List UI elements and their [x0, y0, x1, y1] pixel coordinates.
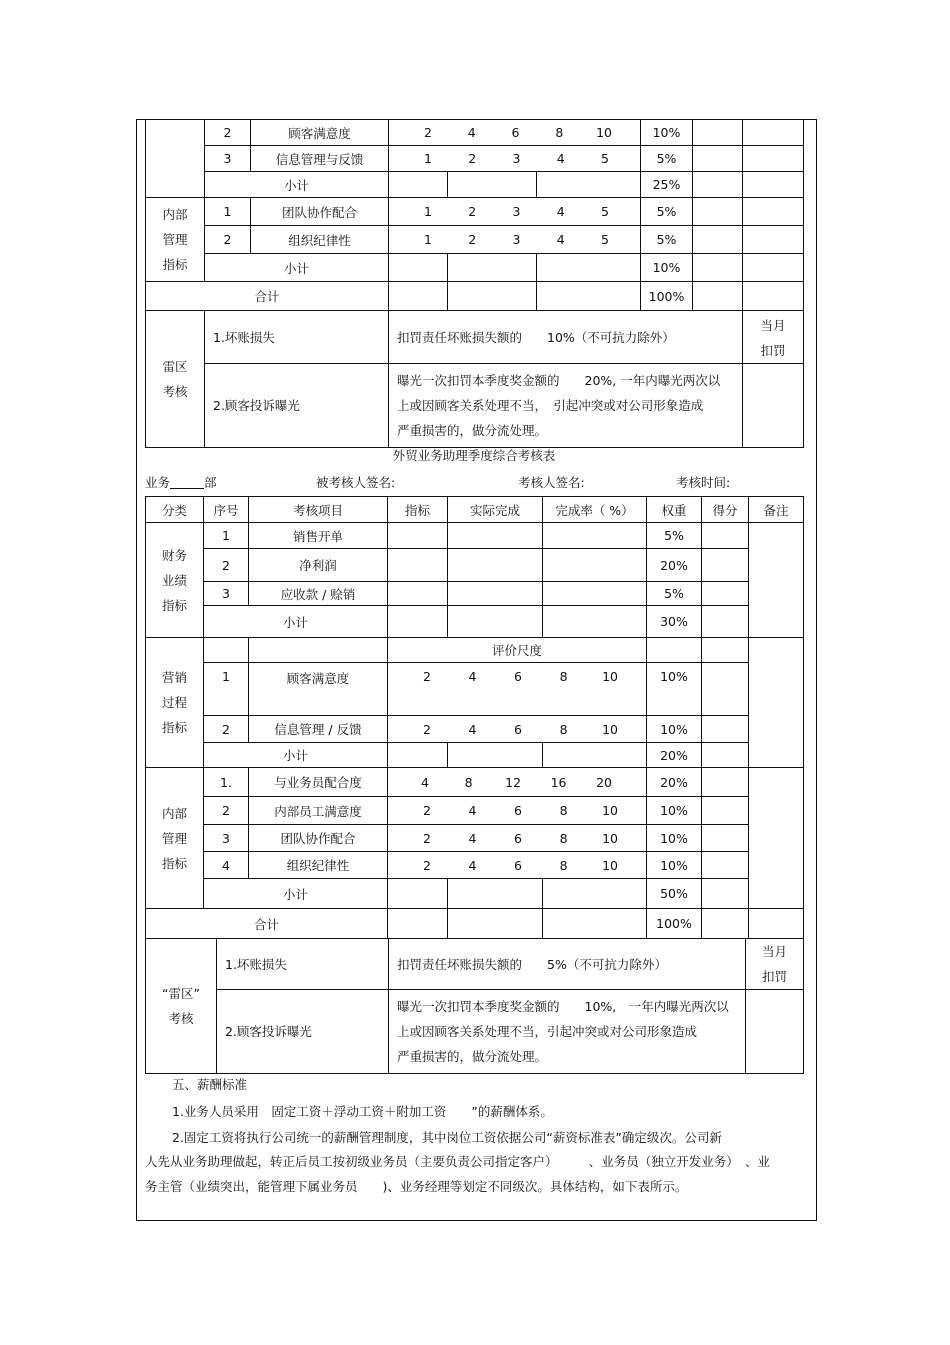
category-redzone: 雷区 考核	[146, 311, 205, 448]
subtotal-row	[146, 743, 804, 768]
weight-cell: 30%	[647, 606, 702, 638]
category-internal: 内部 管理 指标	[146, 198, 205, 282]
item-cell: 顾客满意度	[249, 663, 388, 716]
subtotal-label: 小计	[205, 172, 389, 198]
table-row	[146, 582, 804, 606]
weight-cell: 10%	[647, 663, 702, 716]
header-target: 指标	[388, 497, 448, 523]
weight-cell: 20%	[647, 743, 702, 768]
category-redzone: “雷区” 考核	[146, 939, 217, 1074]
item-cell: 净利润	[249, 549, 388, 582]
seq-cell: 2	[204, 549, 249, 582]
table-row	[146, 797, 804, 825]
scale-cell: 2 4 6 8 10	[389, 120, 641, 146]
scale-header: 评价尺度	[388, 638, 647, 663]
seq-cell: 2	[205, 226, 251, 254]
table-row	[146, 939, 804, 990]
redzone-item: 2.顾客投诉曝光	[217, 990, 389, 1074]
weight-cell: 10%	[647, 797, 702, 825]
paragraph-2-line-3: 务主管（业绩突出，能管理下属业务员 )、业务经理等划定不同级次。具体结构，如下表所示。	[145, 1179, 688, 1194]
table-row	[146, 146, 804, 172]
item-cell: 信息管理与反馈	[251, 146, 389, 172]
redzone-item: 2.顾客投诉曝光	[205, 364, 389, 448]
table-2	[145, 496, 804, 939]
scale-cell: 2 4 6 8 10	[388, 825, 647, 852]
scale-cell: 2 4 6 8 10	[388, 852, 647, 879]
paragraph-1: 1.业务人员采用 固定工资＋浮动工资＋附加工资 ”的薪酬体系。	[172, 1104, 553, 1119]
weight-cell: 5%	[647, 582, 702, 606]
item-cell: 销售开单	[249, 523, 388, 549]
table-row	[146, 549, 804, 582]
weight-cell: 10%	[641, 254, 693, 282]
table-1	[145, 119, 804, 448]
table-row	[146, 825, 804, 852]
total-row	[146, 909, 804, 939]
weight-cell: 50%	[647, 879, 702, 909]
table-row	[146, 523, 804, 549]
weight-cell: 100%	[641, 282, 693, 311]
redzone-rule: 曝光一次扣罚本季度奖金额的 10%, 一年内曝光两次以 上或因顾客关系处理不当，引起冲突或对公司形象造成 严重损害的，做分流处理。	[389, 990, 746, 1074]
total-label: 合计	[146, 282, 389, 311]
weight-cell: 20%	[647, 549, 702, 582]
subtotal-row	[146, 254, 804, 282]
header-row	[146, 497, 804, 523]
subtotal-label: 小计	[204, 879, 388, 909]
table-row	[146, 638, 804, 663]
item-cell: 内部员工满意度	[249, 797, 388, 825]
redzone-item: 1.坏账损失	[217, 939, 389, 990]
scale-cell: 4 8 12 16 20	[388, 768, 647, 797]
subtotal-label: 小计	[204, 606, 388, 638]
seq-cell: 3	[204, 582, 249, 606]
weight-cell: 5%	[647, 523, 702, 549]
weight-cell: 10%	[641, 120, 693, 146]
category-internal: 内部 管理 指标	[146, 768, 204, 909]
subtotal-row	[146, 879, 804, 909]
redzone-item: 1.坏账损失	[205, 311, 389, 364]
item-cell: 团队协作配合	[249, 825, 388, 852]
seq-cell: 3	[204, 825, 249, 852]
table-row	[146, 311, 804, 364]
seq-cell: 1	[204, 663, 249, 716]
table-row	[146, 120, 804, 146]
weight-cell: 10%	[647, 716, 702, 743]
scale-cell: 2 4 6 8 10	[388, 663, 647, 716]
table-row	[146, 226, 804, 254]
subtotal-label: 小计	[204, 743, 388, 768]
scale-cell: 2 4 6 8 10	[388, 797, 647, 825]
item-cell: 应收款 / 赊销	[249, 582, 388, 606]
total-row	[146, 282, 804, 311]
item-cell: 团队协作配合	[251, 198, 389, 226]
assessor-signature-label: 考核人签名:	[518, 475, 585, 490]
item-cell: 与业务员配合度	[249, 768, 388, 797]
weight-cell: 10%	[647, 825, 702, 852]
scale-cell: 1 2 3 4 5	[389, 146, 641, 172]
seq-cell: 4	[204, 852, 249, 879]
item-cell: 顾客满意度	[251, 120, 389, 146]
total-label: 合计	[146, 909, 388, 939]
header-actual: 实际完成	[448, 497, 543, 523]
header-score: 得分	[702, 497, 749, 523]
weight-cell: 100%	[647, 909, 702, 939]
table-title: 外贸业务助理季度综合考核表	[392, 448, 556, 463]
weight-cell: 5%	[641, 146, 693, 172]
dept-blank	[170, 474, 204, 489]
header-category: 分类	[146, 497, 204, 523]
weight-cell: 5%	[641, 198, 693, 226]
redzone-rule: 扣罚责任坏账损失额的 10%（不可抗力除外）	[389, 311, 743, 364]
table-row	[146, 990, 804, 1074]
item-cell: 信息管理 / 反馈	[249, 716, 388, 743]
weight-cell: 10%	[647, 852, 702, 879]
penalty-cell: 当月 扣罚	[746, 939, 804, 990]
item-cell: 组织纪律性	[251, 226, 389, 254]
scale-cell: 1 2 3 4 5	[389, 226, 641, 254]
table-row	[146, 364, 804, 448]
seq-cell: 2	[204, 716, 249, 743]
subtotal-row	[146, 606, 804, 638]
weight-cell: 25%	[641, 172, 693, 198]
redzone-rule: 扣罚责任坏账损失额的 5%（不可抗力除外）	[389, 939, 746, 990]
header-weight: 权重	[647, 497, 702, 523]
seq-cell: 1	[205, 198, 251, 226]
weight-cell: 20%	[647, 768, 702, 797]
table-row	[146, 768, 804, 797]
assessee-signature-label: 被考核人签名:	[316, 475, 396, 490]
scale-cell: 2 4 6 8 10	[388, 716, 647, 743]
item-cell: 组织纪律性	[249, 852, 388, 879]
seq-cell: 2	[204, 797, 249, 825]
weight-cell: 5%	[641, 226, 693, 254]
table-row	[146, 852, 804, 879]
table-row	[146, 198, 804, 226]
table-row	[146, 663, 804, 716]
penalty-cell: 当月 扣罚	[743, 311, 804, 364]
table-2-redzone	[145, 938, 804, 1074]
seq-cell: 3	[205, 146, 251, 172]
header-rate: 完成率（ %）	[543, 497, 647, 523]
table-row	[146, 716, 804, 743]
subtotal-label: 小计	[205, 254, 389, 282]
seq-cell: 1	[204, 523, 249, 549]
section-heading: 五、薪酬标准	[172, 1077, 248, 1092]
paragraph-2-line-1: 2.固定工资将执行公司统一的薪酬管理制度，其中岗位工资依据公司“薪资标准表”确定级次。公司新	[172, 1130, 722, 1145]
assessment-time-label: 考核时间:	[676, 475, 731, 490]
seq-cell: 2	[205, 120, 251, 146]
redzone-rule: 曝光一次扣罚本季度奖金额的 20%, 一年内曝光两次以 上或因顾客关系处理不当， 引起冲突或对公司形象造成 严重损害的，做分流处理。	[389, 364, 743, 448]
header-remark: 备注	[749, 497, 804, 523]
category-marketing: 营销 过程 指标	[146, 638, 204, 768]
seq-cell: 1.	[204, 768, 249, 797]
category-finance: 财务 业绩 指标	[146, 523, 204, 638]
subtotal-row	[146, 172, 804, 198]
paragraph-2-line-2: 人先从业务助理做起，转正后员工按初级业务员（主要负责公司指定客户） 、业务员（独立开发业务） 、业	[145, 1154, 771, 1169]
scale-cell: 1 2 3 4 5	[389, 198, 641, 226]
dept-label: 业务 部	[145, 475, 217, 490]
header-seq: 序号	[204, 497, 249, 523]
header-item: 考核项目	[249, 497, 388, 523]
